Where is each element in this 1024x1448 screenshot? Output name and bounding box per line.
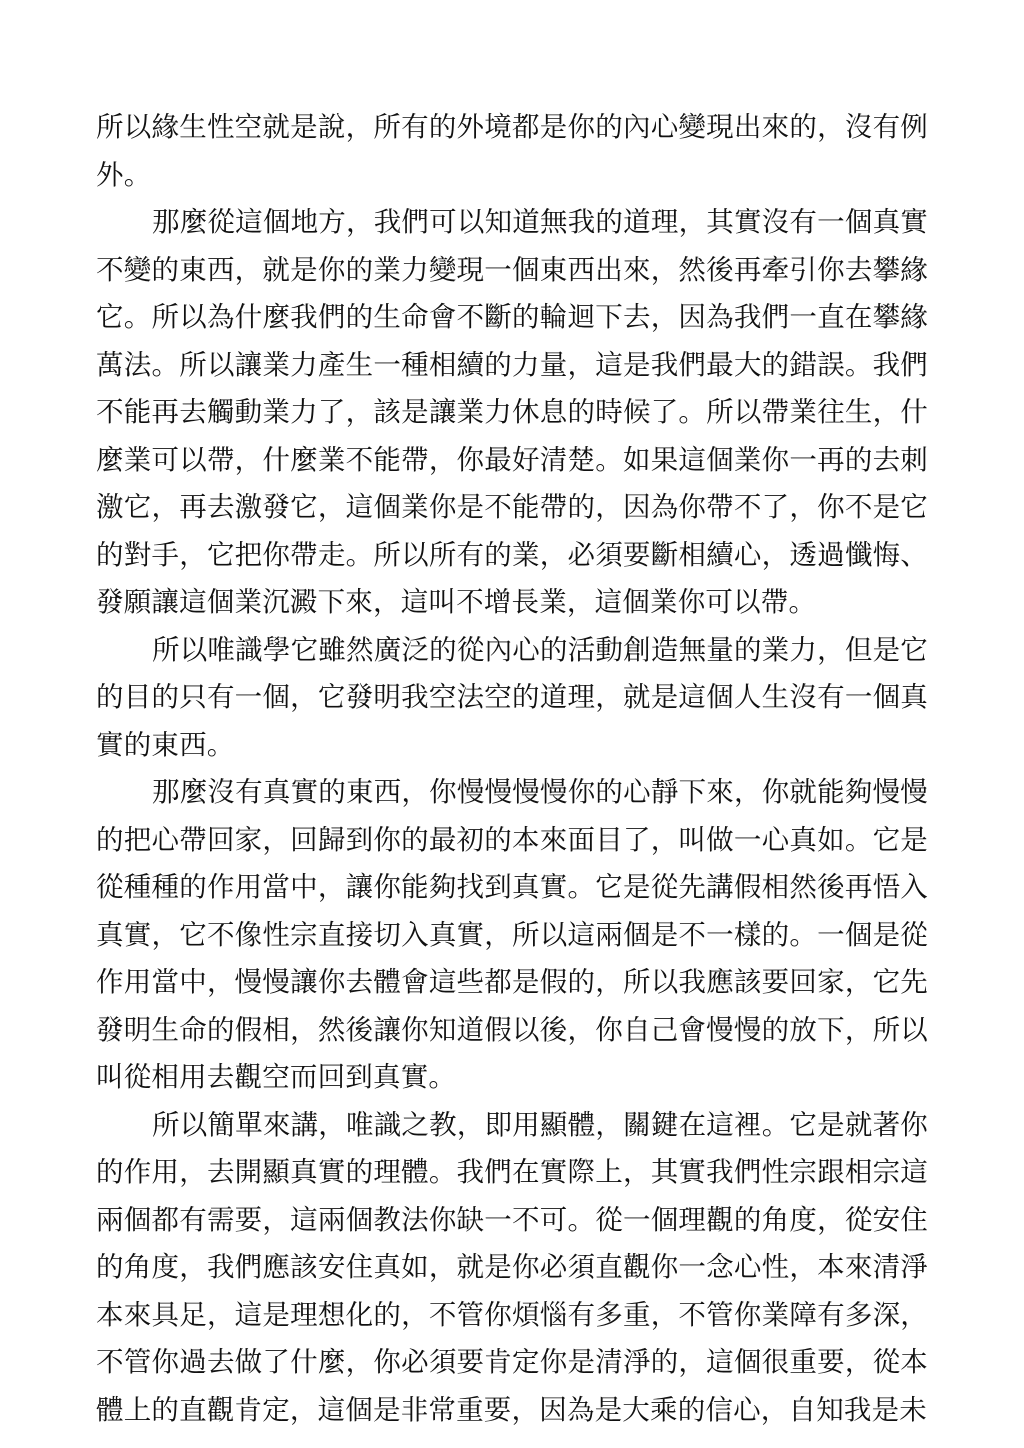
paragraph-5: 所以簡單來講，唯識之教，即用顯體，關鍵在這裡。它是就著你的作用，去開顯真實的理體。我們在實際上，其實我們性宗跟相宗這兩個都有需要，這兩個教法你缺一不可。從一個理觀的角度，從安住的角度，我們應該安住真如，就是你必須直觀你一念心性，本來清淨本來具足，這是理想化的，不管你煩惱有多重，不管你業障有多深，不管你過去做了什麼，你必須要肯定你是清淨的，這個很重要，從本體上的直觀肯定，這個是非常重要，因為是大乘的信心，自知我是未 [96,1108,928,1426]
paragraph-2: 那麼從這個地方，我們可以知道無我的道理，其實沒有一個真實不變的東西，就是你的業力變現一個東西出來，然後再牽引你去攀緣它。所以為什麼我們的生命會不斷的輪迴下去，因為我們一直在攀緣萬法。所以讓業力產生一種相續的力量，這是我們最大的錯誤。我們不能再去觸動業力了，該是讓業力休息的時候了。所以帶業往生，什麼業可以帶，什麼業不能帶，你最好清楚。如果這個業你一再的去刺激它，再去激發它，這個業你是不能帶的，因為你帶不了，你不是它的對手，它把你帶走。所以所有的業，必須要斷相續心，透過懺悔、發願讓這個業沉澱下來，這叫不增長業，這個業你可以帶。 [96,206,928,618]
paragraph-4: 那麼沒有真實的東西，你慢慢慢慢你的心靜下來，你就能夠慢慢的把心帶回家，回歸到你的最初的本來面目了，叫做一心真如。它是從種種的作用當中，讓你能夠找到真實。它是從先講假相然後再悟入真實，它不像性宗直接切入真實，所以這兩個是不一樣的。一個是從作用當中，慢慢讓你去體會這些都是假的，所以我應該要回家，它先發明生命的假相，然後讓你知道假以後，你自己會慢慢的放下，所以叫從相用去觀空而回到真實。 [96,776,928,1093]
paragraph-3: 所以唯識學它雖然廣泛的從內心的活動創造無量的業力，但是它的目的只有一個，它發明我空法空的道理，就是這個人生沒有一個真實的東西。 [96,633,928,761]
paragraph-1: 所以緣生性空就是說，所有的外境都是你的內心變現出來的，沒有例外。 [96,111,928,191]
document-page [96,104,928,1434]
